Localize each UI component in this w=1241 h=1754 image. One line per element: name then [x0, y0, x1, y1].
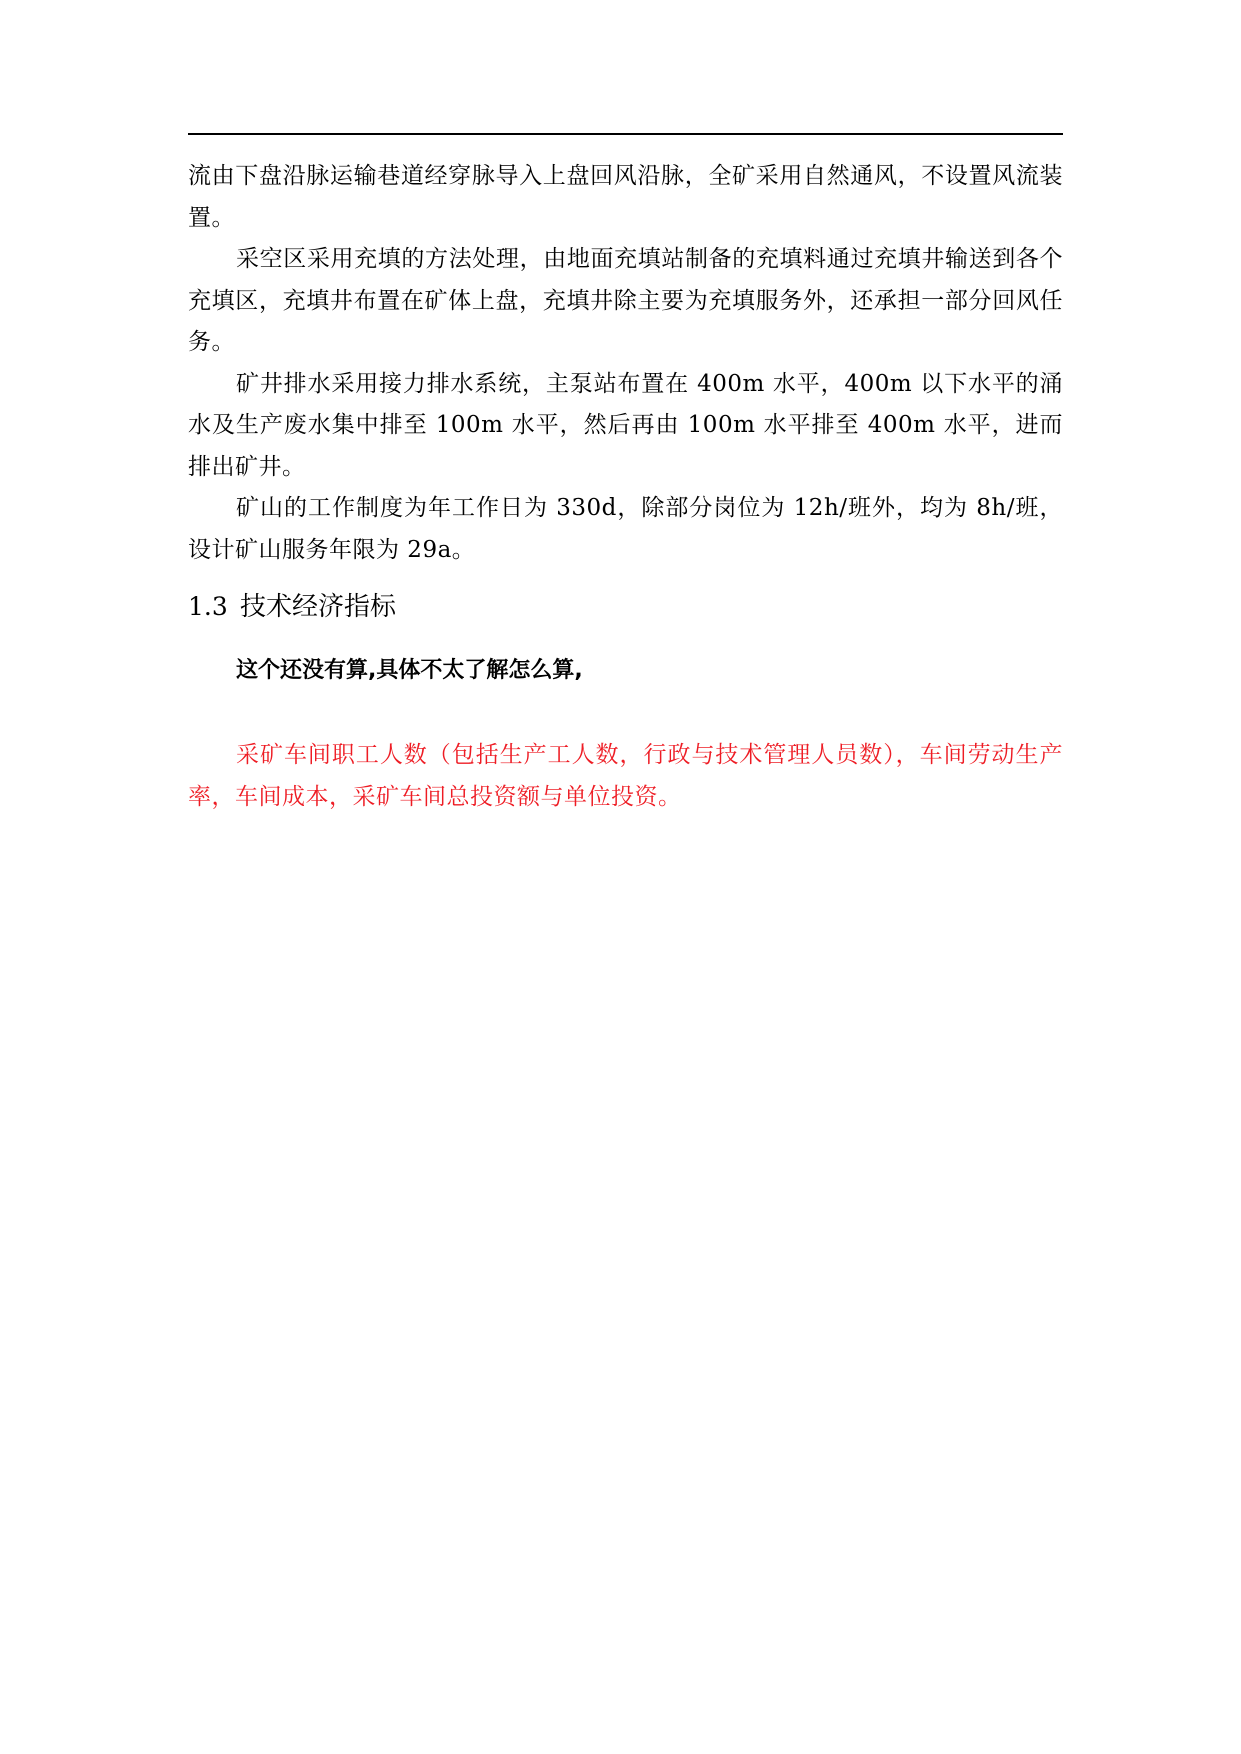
page-content	[188, 156, 1063, 818]
paragraph-drainage: 矿井排水采用接力排水系统，主泵站布置在 400m 水平，400m 以下水平的涌水及生产废水集中排至 100m 水平，然后再由 100m 水平排至 400m 水平，进而排出矿井。	[188, 370, 1063, 480]
author-note: 这个还没有算,具体不太了解怎么算,	[236, 658, 583, 683]
paragraph-work-schedule: 矿山的工作制度为年工作日为 330d，除部分岗位为 12h/班外，均为 8h/班，设计矿山服务年限为 29a。	[188, 495, 1063, 563]
section-heading	[188, 585, 1063, 629]
header-rule	[188, 133, 1063, 135]
section-number: 1.3	[188, 592, 228, 621]
paragraph-ventilation-continued: 流由下盘沿脉运输巷道经穿脉导入上盘回风沿脉，全矿采用自然通风，不设置风流装置。	[188, 163, 1063, 231]
paragraph-backfill: 采空区采用充填的方法处理，由地面充填站制备的充填料通过充填井输送到各个充填区，充填井布置在矿体上盘，充填井除主要为充填服务外，还承担一部分回风任务。	[188, 246, 1063, 355]
section-title: 技术经济指标	[240, 592, 397, 622]
red-paragraph-indicators: 采矿车间职工人数（包括生产工人数，行政与技术管理人员数），车间劳动生产率，车间成本，采矿车间总投资额与单位投资。	[188, 742, 1063, 810]
